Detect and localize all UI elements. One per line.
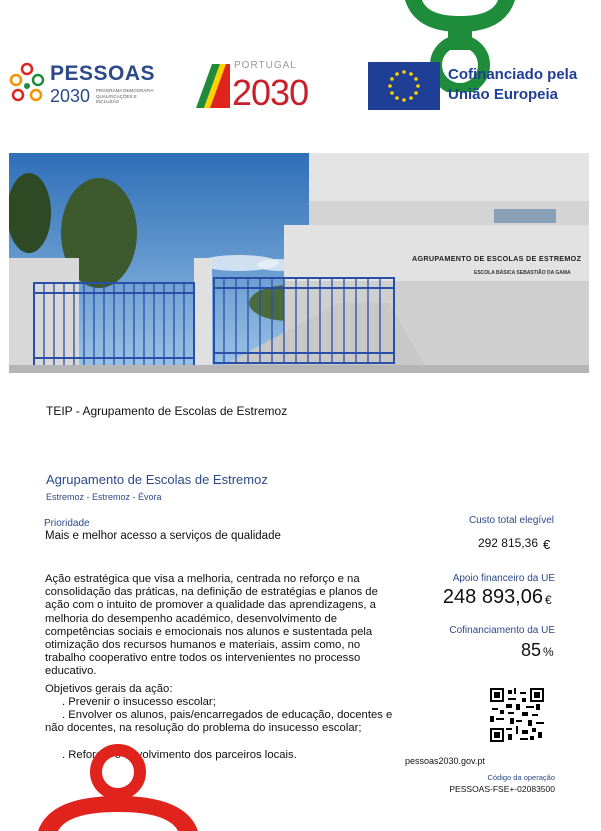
portugal2030-logo [190, 60, 330, 112]
beneficiary-name: Agrupamento de Escolas de Estremoz [46, 472, 268, 487]
pessoas-name: PESSOAS [50, 62, 156, 85]
portugal-flag-icon [192, 62, 232, 110]
website-link[interactable]: pessoas2030.gov.pt [405, 756, 485, 766]
eu-support-value: 248 893,06 [442, 586, 543, 608]
objective-item-3: . Reforçar o envolvimento dos parceiros locais. [62, 749, 297, 761]
pessoas-symbol-icon [8, 62, 46, 106]
description-paragraph: Ação estratégica que visa a melhoria, centrada no reforço e na consolidação das práticas, na definição de estratégias e planos de ação com o intuito de promover a qualidade das aprendizagens, a melhoria do desempenho académico, desenvolvimento de competências sociais e emocionais nos alunos e sustentada pela otimização dos recursos humanos e materiais, assim como, no trabalho cooperativo entre todos os intervenientes no processo educativo. [45, 573, 378, 678]
eu-support-label: Apoio financeiro da UE [452, 573, 555, 584]
pessoas-subtitle: PROGRAMA DEMOGRAFIA QUALIFICAÇÕES E INCLUSÃO [96, 88, 154, 104]
pessoas-year: 2030 [50, 86, 91, 106]
project-title: TEIP - Agrupamento de Escolas de Estremoz [46, 404, 288, 418]
school-photo [9, 153, 589, 373]
eu-logo [368, 62, 593, 112]
priority-value: Mais e melhor acesso a serviços de qualidade [45, 530, 281, 542]
pessoas-logo [8, 60, 158, 112]
eu-text-line2: União Europeia [448, 86, 559, 103]
objective-item-2: . Envolver os alunos, pais/encarregados de educação, docentes e não docentes, na resolução do problema do insucesso escolar; [45, 709, 393, 735]
total-cost-label: Custo total elegível [468, 515, 554, 526]
portugal-label: PORTUGAL [234, 60, 297, 71]
operation-code-label: Código da operação [487, 773, 555, 782]
qr-code-icon[interactable] [490, 688, 544, 742]
total-cost-currency: € [543, 537, 551, 552]
eu-flag-icon [368, 62, 440, 110]
priority-label: Prioridade [44, 518, 90, 529]
total-cost-value: 292 815,36 [477, 536, 538, 550]
cofinancing-value: 85 [520, 640, 541, 660]
cofinancing-unit: % [543, 645, 554, 659]
operation-code: PESSOAS-FSE+-02083500 [449, 784, 555, 794]
red-ring-decoration [38, 744, 198, 831]
portugal-year: 2030 [232, 72, 309, 113]
cofinancing-label: Cofinanciamento da UE [449, 625, 555, 636]
beneficiary-location: Estremoz - Estremoz - Évora [46, 492, 162, 502]
school-sign-line1: AGRUPAMENTO DE ESCOLAS DE ESTREMOZ [412, 254, 582, 263]
objectives-heading: Objetivos gerais da ação: [45, 683, 173, 695]
school-sign-line2: ESCOLA BÁSICA SEBASTIÃO DA GAMA [474, 270, 571, 276]
eu-support-currency: € [545, 593, 552, 607]
objective-item-1: . Prevenir o insucesso escolar; [62, 696, 216, 708]
eu-text-line1: Cofinanciado pela [448, 66, 578, 83]
